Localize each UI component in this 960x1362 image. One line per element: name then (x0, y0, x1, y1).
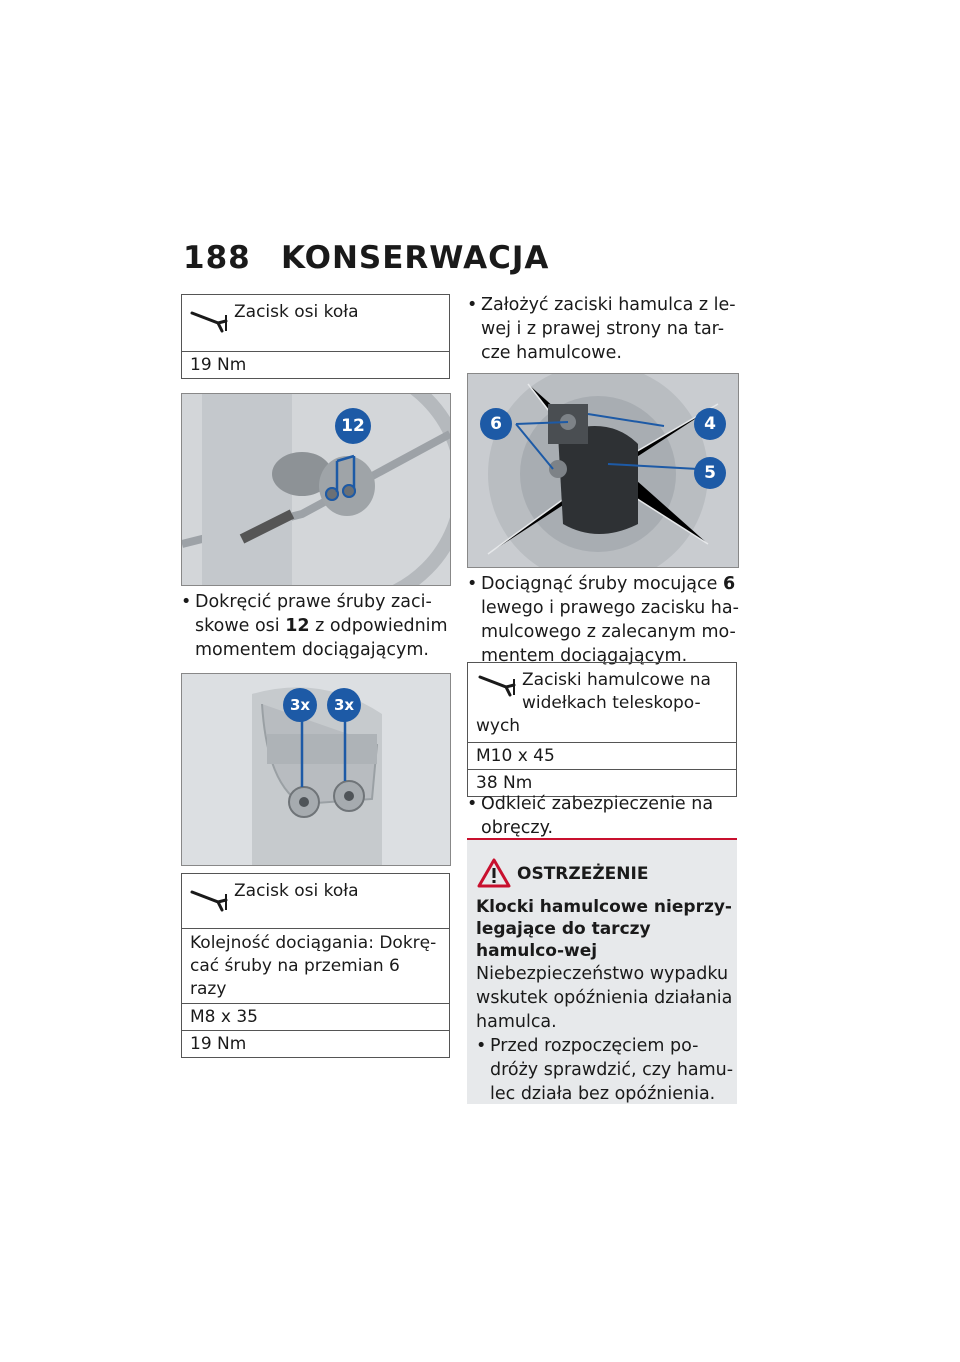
torque-table-1 (181, 294, 450, 379)
warning-body: Niebezpieczeństwo wypadku wskutek opóźnienia działania hamulca. • Przed rozpoczęciem po-dróży sprawdzić, czy hamu-lec działa bez opóźnienia. (476, 964, 734, 1104)
wrench-icon (188, 880, 234, 916)
photo-clamp-bolts (181, 673, 451, 866)
callout-4: 4 (694, 408, 726, 440)
photo-brake-caliper (467, 373, 739, 568)
callout-6: 6 (480, 408, 512, 440)
torque-value: 19 Nm (182, 351, 449, 378)
step-tighten-caliper: • Dociągnąć śruby mocujące 6 lewego i prawego zacisku ha-mulcowego z zalecanym mo-mentem dociągającym. (467, 574, 739, 666)
section-title: KONSERWACJA (281, 240, 550, 276)
warning-heading: Klocki hamulcowe nieprzy-legające do tarczy hamulco-wej (476, 897, 732, 961)
warning-triangle-icon (477, 858, 511, 888)
torque-label: Zaciski hamulcowe na widełkach teleskopo-wych (476, 670, 711, 736)
torque-bolt-size: M10 x 45 (468, 742, 736, 769)
torque-value: 38 Nm (468, 769, 736, 796)
torque-note: Kolejność dociągania: Dokrę-cać śruby na przemian 6 razy (182, 928, 449, 1003)
warning-title: OSTRZEŻENIE (517, 864, 649, 884)
step-fit-calipers: • Założyć zaciski hamulca z le-wej i z prawej strony na tar-cze hamulcowe. (467, 295, 736, 363)
step-remove-protection: • Odkleić zabezpieczenie na obręczy. (467, 794, 714, 838)
wrench-icon (188, 301, 234, 337)
torque-value: 19 Nm (182, 1030, 449, 1057)
torque-table-2-head (182, 874, 449, 920)
wrench-icon (476, 669, 522, 697)
torque-table-3 (467, 662, 737, 797)
page-number: 188 (183, 240, 251, 276)
torque-label: Zacisk osi koła (234, 881, 359, 901)
torque-table-1-head (182, 295, 449, 341)
step-tighten-axle: • Dokręcić prawe śruby zaci-skowe osi 12 z odpowiednim momentem dociągającym. (181, 592, 448, 660)
torque-table-3-head (468, 663, 736, 742)
torque-table-2 (181, 873, 450, 1058)
photo-axle-clamp (181, 393, 451, 586)
page-header (183, 240, 549, 276)
axle-illustration (182, 394, 450, 585)
callout-12: 12 (335, 408, 371, 444)
torque-label: Zacisk osi koła (234, 302, 359, 322)
callout-3x-right: 3x (327, 688, 361, 722)
warning-box (467, 838, 737, 1104)
torque-bolt-size: M8 x 35 (182, 1003, 449, 1030)
warning-bullet: • Przed rozpoczęciem po-dróży sprawdzić, czy hamu-lec działa bez opóźnienia. (476, 1036, 734, 1104)
callout-3x-left: 3x (283, 688, 317, 722)
callout-5: 5 (694, 457, 726, 489)
